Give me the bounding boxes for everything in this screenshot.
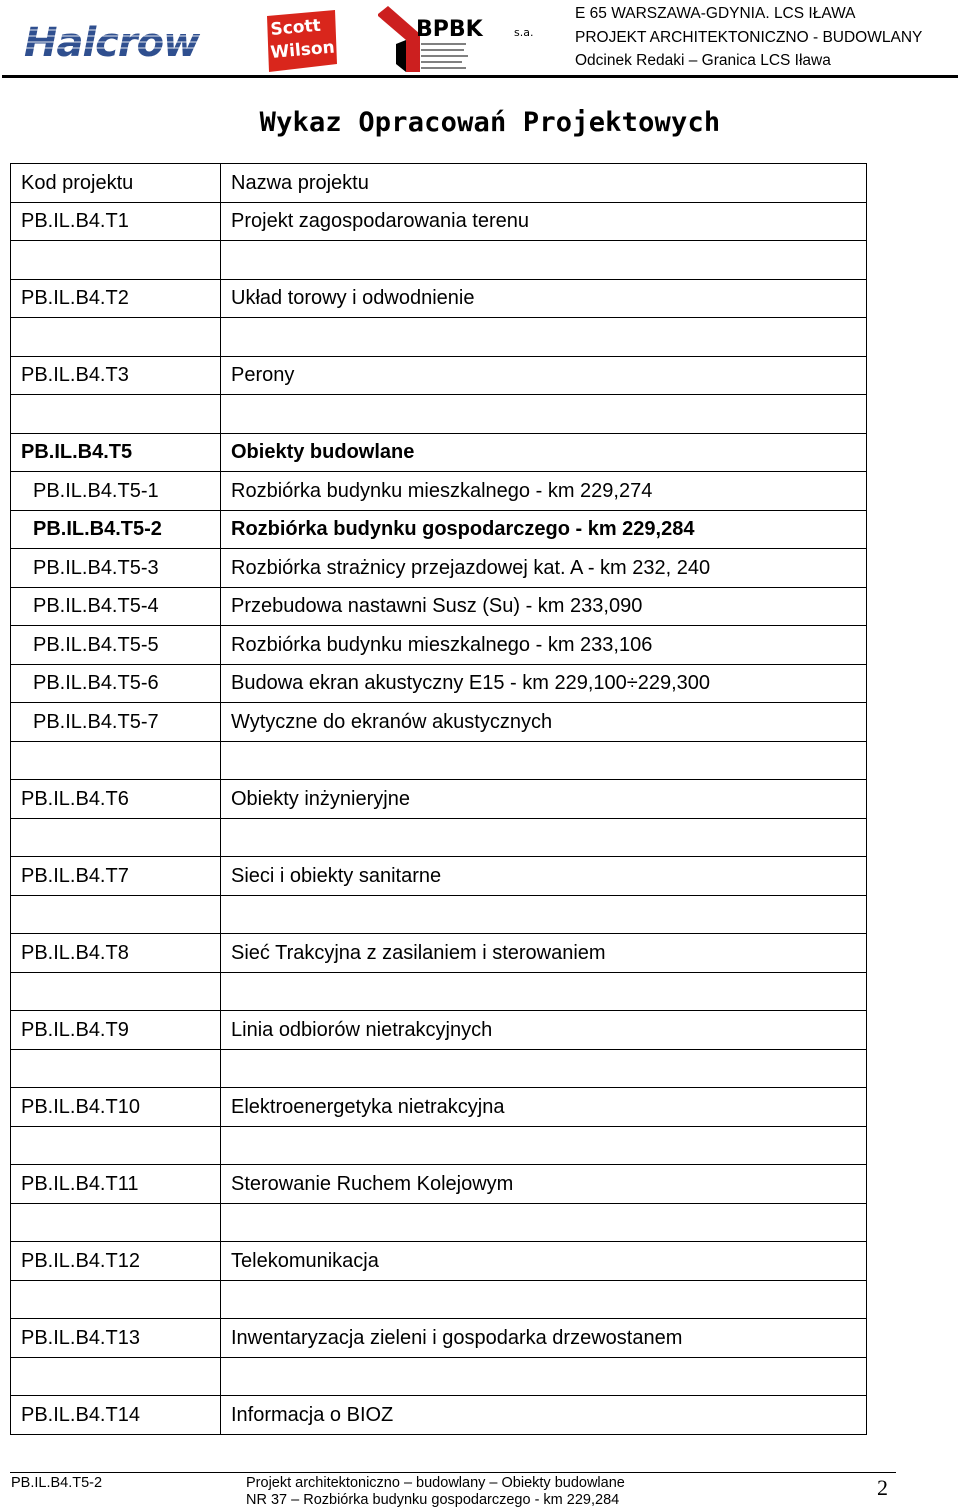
header-info-line1: E 65 WARSZAWA-GDYNIA. LCS IŁAWA	[575, 5, 856, 22]
project-code-cell: PB.IL.B4.T1	[11, 202, 221, 241]
table-row	[11, 279, 867, 318]
table-row	[11, 1242, 867, 1281]
project-name-cell: Sterowanie Ruchem Kolejowym	[221, 1165, 867, 1204]
project-name-cell: Linia odbiorów nietrakcyjnych	[221, 1011, 867, 1050]
project-name-cell: Przebudowa nastawni Susz (Su) - km 233,090	[221, 587, 867, 626]
project-name-cell: Budowa ekran akustyczny E15 - km 229,100÷229,300	[221, 664, 867, 703]
table-row	[11, 780, 867, 819]
table-row-spacer	[11, 1126, 867, 1165]
project-name-cell: Informacja o BIOZ	[221, 1396, 867, 1435]
footer-divider	[10, 1472, 896, 1473]
project-code-cell	[11, 972, 221, 1011]
footer-description	[246, 1475, 625, 1509]
table-row	[11, 587, 867, 626]
table-row-spacer	[11, 1049, 867, 1088]
table-row	[11, 1088, 867, 1127]
project-name-cell: Rozbiórka budynku mieszkalnego - km 229,274	[221, 472, 867, 511]
footer-desc-line2: NR 37 – Rozbiórka budynku gospodarczego - km 229,284	[246, 1492, 620, 1508]
halcrow-logo	[22, 14, 212, 66]
project-code-cell	[11, 895, 221, 934]
table-row-spacer	[11, 972, 867, 1011]
project-code-cell: PB.IL.B4.T5-7	[11, 703, 221, 742]
project-code-cell: PB.IL.B4.T11	[11, 1165, 221, 1204]
project-name-cell: Inwentaryzacja zieleni i gospodarka drzewostanem	[221, 1319, 867, 1358]
header-info-line2: PROJEKT ARCHITEKTONICZNO - BUDOWLANY	[575, 28, 923, 46]
table-row-spacer	[11, 895, 867, 934]
table-row	[11, 549, 867, 588]
table-row	[11, 703, 867, 742]
project-code-cell	[11, 395, 221, 434]
table-row	[11, 1011, 867, 1050]
table-row-spacer	[11, 241, 867, 280]
table-row-spacer	[11, 318, 867, 357]
project-code-cell	[11, 318, 221, 357]
project-name-cell	[221, 1357, 867, 1396]
bpbk-logo-text: BPBK	[416, 17, 483, 42]
project-name-cell	[221, 741, 867, 780]
table-row	[11, 1396, 867, 1435]
project-name-cell	[221, 895, 867, 934]
table-row	[11, 1165, 867, 1204]
project-code-cell: PB.IL.B4.T5	[11, 433, 221, 472]
project-list-table	[10, 163, 867, 1435]
project-name-cell: Wytyczne do ekranów akustycznych	[221, 703, 867, 742]
page-footer	[0, 1472, 960, 1511]
scott-wilson-logo	[263, 8, 341, 74]
bpbk-logo-suffix: s.a.	[514, 26, 534, 39]
column-header-name: Nazwa projektu	[221, 164, 867, 203]
table-row	[11, 433, 867, 472]
table-row	[11, 472, 867, 511]
project-name-cell	[221, 241, 867, 280]
project-code-cell	[11, 1357, 221, 1396]
table-row	[11, 664, 867, 703]
project-code-cell: PB.IL.B4.T5-2	[11, 510, 221, 549]
project-name-cell: Projekt zagospodarowania terenu	[221, 202, 867, 241]
project-name-cell: Obiekty inżynieryjne	[221, 780, 867, 819]
header-info-line3: Odcinek Redaki – Granica LCS Iława	[575, 52, 831, 69]
project-code-cell	[11, 818, 221, 857]
project-code-cell: PB.IL.B4.T14	[11, 1396, 221, 1435]
project-name-cell	[221, 1049, 867, 1088]
project-code-cell	[11, 241, 221, 280]
table-row-spacer	[11, 818, 867, 857]
project-code-cell	[11, 1203, 221, 1242]
project-code-cell: PB.IL.B4.T13	[11, 1319, 221, 1358]
project-code-cell: PB.IL.B4.T6	[11, 780, 221, 819]
table-row	[11, 934, 867, 973]
project-code-cell: PB.IL.B4.T8	[11, 934, 221, 973]
footer-desc-line1: Projekt architektoniczno – budowlany – Obiekty budowlane	[246, 1475, 625, 1491]
project-name-cell	[221, 1203, 867, 1242]
project-code-cell: PB.IL.B4.T5-1	[11, 472, 221, 511]
header-divider	[2, 75, 958, 78]
table-row	[11, 1319, 867, 1358]
table-row-spacer	[11, 1280, 867, 1319]
scott-wilson-logo-line2: Wilson	[269, 37, 336, 63]
project-code-cell: PB.IL.B4.T9	[11, 1011, 221, 1050]
project-name-cell: Sieć Trakcyjna z zasilaniem i sterowaniem	[221, 934, 867, 973]
project-code-cell	[11, 741, 221, 780]
page-header	[0, 0, 960, 78]
project-name-cell	[221, 972, 867, 1011]
project-name-cell	[221, 318, 867, 357]
project-name-cell: Rozbiórka strażnicy przejazdowej kat. A - km 232, 240	[221, 549, 867, 588]
project-name-cell	[221, 1280, 867, 1319]
table-row	[11, 202, 867, 241]
project-name-cell: Rozbiórka budynku gospodarczego - km 229,284	[221, 510, 867, 549]
table-row	[11, 626, 867, 665]
project-name-cell: Perony	[221, 356, 867, 395]
project-name-cell: Sieci i obiekty sanitarne	[221, 857, 867, 896]
bpbk-logo	[376, 4, 544, 74]
project-name-cell: Obiekty budowlane	[221, 433, 867, 472]
table-row-spacer	[11, 1357, 867, 1396]
project-code-cell: PB.IL.B4.T5-3	[11, 549, 221, 588]
project-code-cell: PB.IL.B4.T2	[11, 279, 221, 318]
project-code-cell	[11, 1280, 221, 1319]
column-header-code: Kod projektu	[11, 164, 221, 203]
project-code-cell: PB.IL.B4.T7	[11, 857, 221, 896]
page-number: 2	[877, 1475, 888, 1500]
table-row	[11, 356, 867, 395]
project-code-cell: PB.IL.B4.T5-6	[11, 664, 221, 703]
project-name-cell: Elektroenergetyka nietrakcyjna	[221, 1088, 867, 1127]
project-name-cell: Telekomunikacja	[221, 1242, 867, 1281]
project-name-cell	[221, 1126, 867, 1165]
page-title: Wykaz Opracowań Projektowych	[259, 107, 721, 138]
project-code-cell: PB.IL.B4.T5-4	[11, 587, 221, 626]
table-row	[11, 857, 867, 896]
project-code-cell: PB.IL.B4.T5-5	[11, 626, 221, 665]
project-code-cell: PB.IL.B4.T3	[11, 356, 221, 395]
table-row	[11, 510, 867, 549]
table-row-spacer	[11, 741, 867, 780]
project-name-cell: Układ torowy i odwodnienie	[221, 279, 867, 318]
header-project-info	[575, 2, 922, 73]
project-name-cell	[221, 818, 867, 857]
table-header-row	[11, 164, 867, 203]
project-code-cell	[11, 1126, 221, 1165]
footer-document-code: PB.IL.B4.T5-2	[11, 1475, 103, 1491]
project-name-cell	[221, 395, 867, 434]
scott-wilson-logo-line1: Scott	[269, 15, 322, 40]
project-code-cell: PB.IL.B4.T10	[11, 1088, 221, 1127]
table-row-spacer	[11, 1203, 867, 1242]
table-row-spacer	[11, 395, 867, 434]
project-name-cell: Rozbiórka budynku mieszkalnego - km 233,106	[221, 626, 867, 665]
project-code-cell	[11, 1049, 221, 1088]
halcrow-logo-text: Halcrow	[24, 20, 200, 66]
project-code-cell: PB.IL.B4.T12	[11, 1242, 221, 1281]
